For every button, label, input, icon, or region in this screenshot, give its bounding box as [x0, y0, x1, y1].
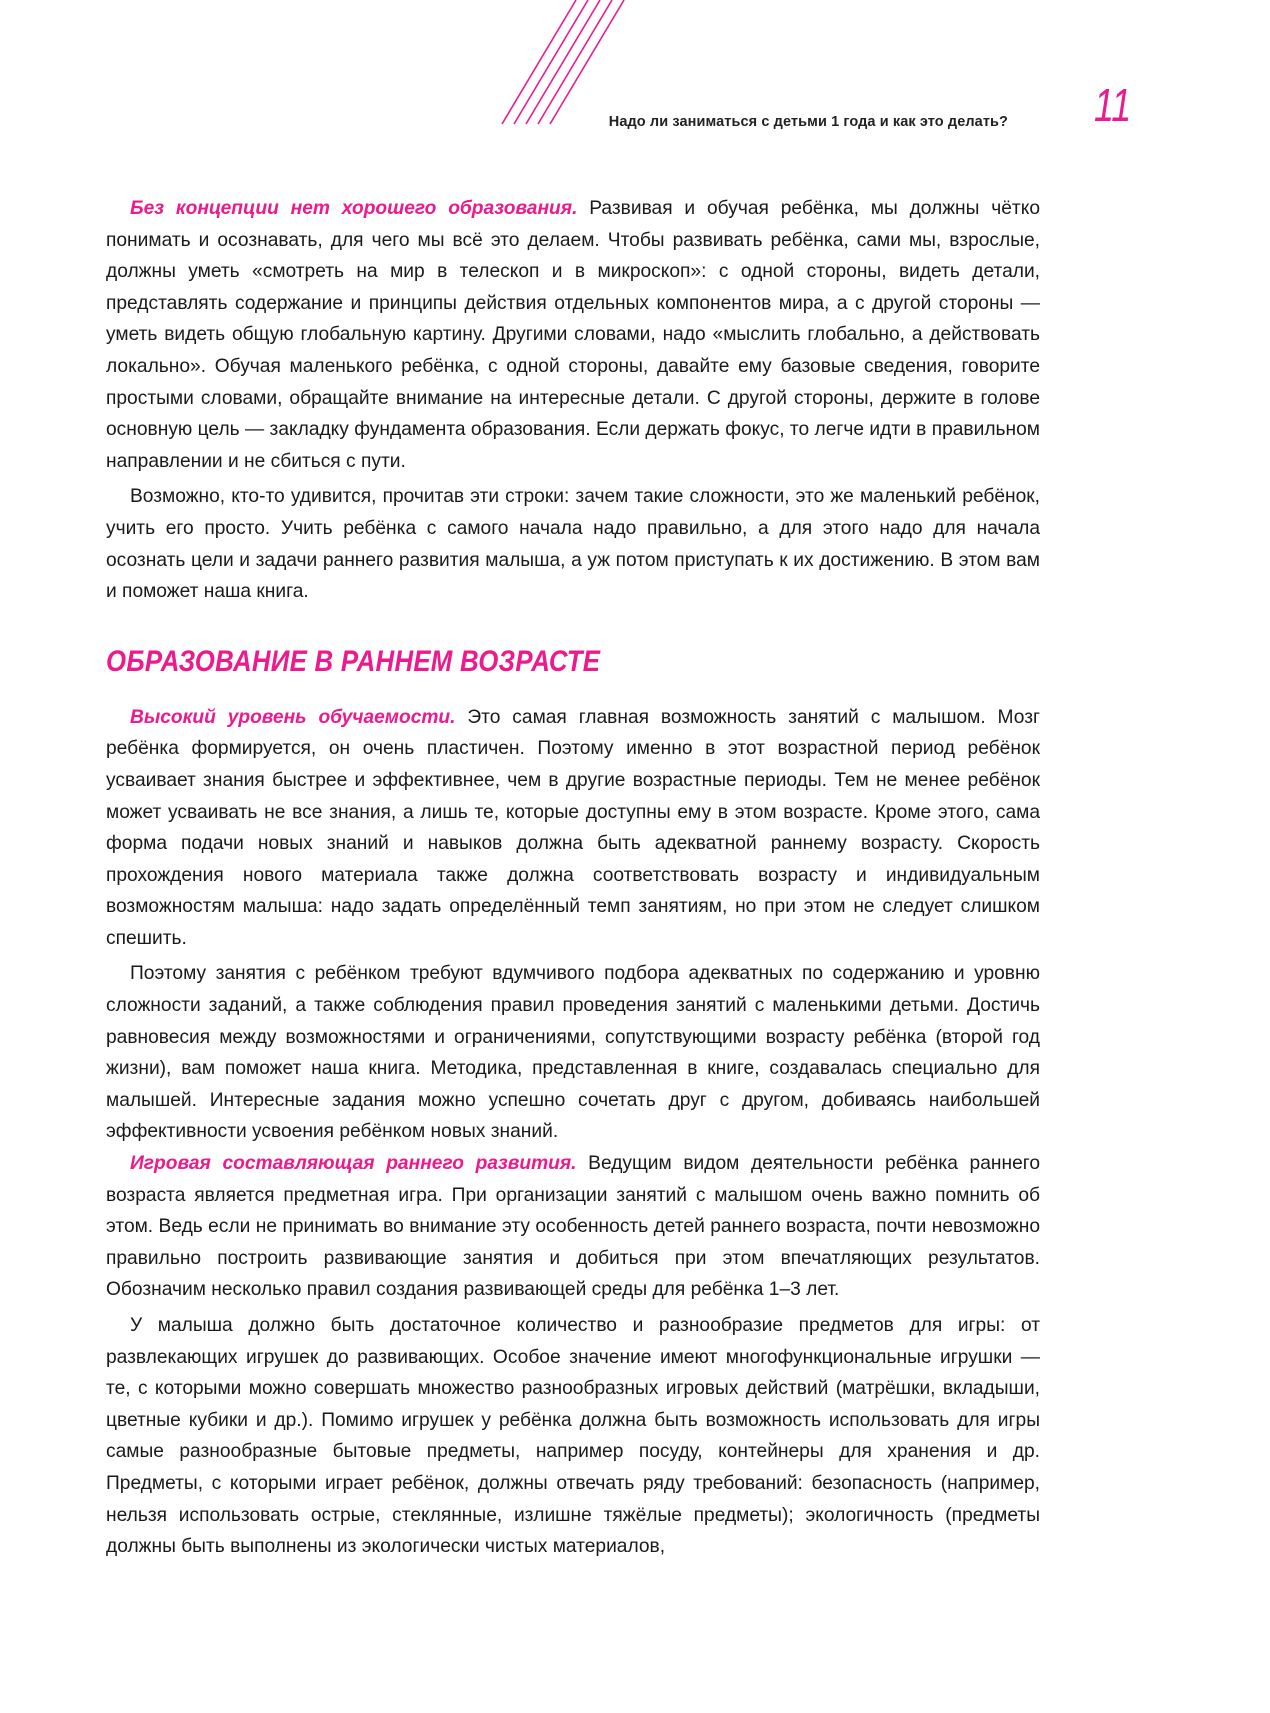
decorative-stripes [500, 0, 660, 125]
paragraph-lead: Игровая составляющая раннего развития. [130, 1153, 577, 1175]
paragraph-learnability [106, 702, 1040, 955]
paragraph-text: У малыша должно быть достаточное количество и разнообразие предметов для игры: от развлекающих игрушек до развивающих. Особое значение имеют многофункциональные игрушки — те, с которыми можно совершать множество разнообразных игровых действий (матрёшки, вкладыши, цветные кубики и др.). Помимо игрушек у ребёнка должна быть возможность использовать для игры самые разнообразные бытовые предметы, например посуду, контейнеры для хранения и др. Предметы, с которыми играет ребёнок, должны отвечать ряду требований: безопасность (например, нельзя использовать острые, стеклянные, излишне тяжёлые предметы); экологичность (предметы должны быть выполнены из экологически чистых материалов, [106, 1315, 1040, 1558]
page-number: 11 [1094, 79, 1132, 131]
paragraph-text: Поэтому занятия с ребёнком требуют вдумчивого подбора адекватных по содержанию и уровню сложности заданий, а также соблюдения правил проведения занятий с маленькими детьми. Достичь равновесия между возможностями и ограничениями, сопутствующими возрасту ребёнка (второй год жизни), вам поможет наша книга. Методика, представленная в книге, создавалась специально для малышей. Интересные задания можно успешно сочетать друг с другом, добиваясь наибольшей эффективности усвоения ребёнком новых знаний. [106, 963, 1040, 1143]
running-header: Надо ли заниматься с детьми 1 года и как это делать? [608, 114, 1008, 130]
page-content [106, 193, 1040, 1563]
paragraph-surprise [106, 481, 1040, 607]
paragraph-text: Это самая главная возможность занятий с малышом. Мозг ребёнка формируется, он очень пластичен. Поэтому именно в этот возрастной период ребёнок усваивает знания быстрее и эффективнее, чем в другие возрастные периоды. Тем не менее ребёнок может усваивать не все знания, а лишь те, которые доступны ему в этом возрасте. Кроме этого, сама форма подачи новых знаний и навыков должна быть адекватной раннему возрасту. Скорость прохождения нового материала также должна соответствовать возрасту и индивидуальным возможностям малыша: надо задать определённый темп занятиям, но при этом не следует слишком спешить. [106, 706, 1040, 949]
paragraph-text: Ведущим видом деятельности ребёнка раннего возраста является предметная игра. При организации занятий с малышом очень важно помнить об этом. Ведь если не принимать во внимание эту особенность детей раннего возраста, почти невозможно правильно построить развивающие занятия и добиться при этом впечатляющих результатов. Обозначим несколько правил создания развивающей среды для ребёнка 1–3 лет. [106, 1153, 1041, 1301]
paragraph-lessons [106, 958, 1040, 1148]
paragraph-text: Развивая и обучая ребёнка, мы должны чётко понимать и осознавать, для чего мы всё это делаем. Чтобы развивать ребёнка, сами мы, взрослые, должны уметь «смотреть на мир в телескоп и в микроскоп»: с одной стороны, видеть детали, представлять содержание и принципы действия отдельных компонентов мира, а с другой стороны — уметь видеть общую глобальную картину. Другими словами, надо «мыслить глобально, а действовать локально». Обучая маленького ребёнка, с одной стороны, давайте ему базовые сведения, говорите простыми словами, обращайте внимание на интересные детали. С другой стороны, держите в голове основную цель — закладку фундамента образования. Если держать фокус, то легче идти в правильном направлении и не сбиться с пути. [106, 198, 1041, 472]
paragraph-play [106, 1148, 1040, 1306]
paragraph-lead: Без концепции нет хорошего образования. [130, 198, 578, 219]
paragraph-concept [106, 193, 1040, 477]
paragraph-toys [106, 1310, 1040, 1563]
paragraph-lead: Высокий уровень обучаемости. [130, 706, 456, 728]
section-heading: ОБРАЗОВАНИЕ В РАННЕМ ВОЗРАСТЕ [106, 644, 601, 678]
paragraph-text: Возможно, кто-то удивится, прочитав эти строки: зачем такие сложности, это же маленький ребёнок, учить его просто. Учить ребёнка с самого начала надо правильно, а для этого надо для начала осознать цели и задачи раннего развития малыша, а уж потом приступать к их достижению. В этом вам и поможет наша книга. [106, 486, 1040, 603]
